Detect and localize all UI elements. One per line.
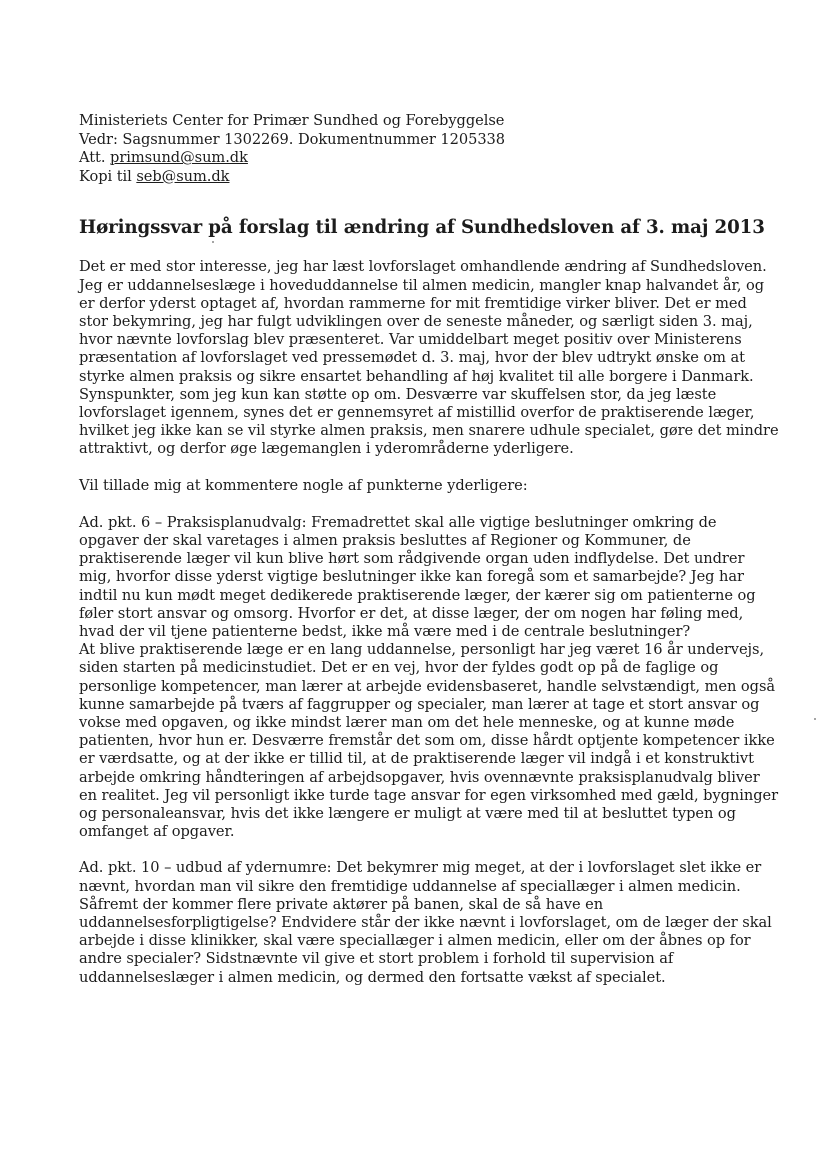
text-line: siden starten på medicinstudiet. Det er en vej, hvor der fyldes godt op på de faglige og (79, 659, 719, 677)
kopi-email-link[interactable]: seb@sum.dk (136, 167, 230, 185)
text-line: personlige kompetencer, man lærer at arbejde evidensbaseret, handle selvstændigt, men også (79, 677, 776, 695)
paragraph-intro (79, 258, 779, 458)
text-line: Vil tillade mig at kommentere nogle af punkterne yderligere: (79, 476, 528, 494)
text-line: uddannelsesforpligtigelse? Endvidere står der ikke nævnt i lovforslaget, om de læger der skal (79, 914, 772, 932)
text-line: nævnt, hvordan man vil sikre den fremtidige uddannelse af speciallæger i almen medicin. (79, 877, 741, 895)
text-line: kunne samarbejde på tværs af faggrupper og specialer, man lærer at tage et stort ansvar og (79, 695, 760, 713)
text-line: Det er med stor interesse, jeg har læst lovforslaget omhandlende ændring af Sundhedsloven. (79, 258, 767, 276)
text-line: hvad der vil tjene patienterne bedst, ikke må være med i de centrale beslutninger? (79, 623, 691, 641)
text-line: uddannelseslæger i almen medicin, og dermed den fortsatte vækst af specialet. (79, 968, 666, 986)
text-line: Jeg er uddannelseslæge i hoveduddannelse til almen medicin, mangler knap halvandet år, og (79, 276, 765, 294)
kopi-label: Kopi til (79, 167, 137, 185)
text-line: mig, hvorfor disse yderst vigtige beslutninger ikke kan foregå som et samarbejde? Jeg har (79, 568, 744, 586)
text-line: At blive praktiserende læge er en lang uddannelse, personligt har jeg været 16 år undervejs, (79, 641, 765, 659)
letter-page (79, 112, 779, 987)
text-line: lovforslaget igennem, synes det er gennemsyret af mistillid overfor de praktiserende læger, (79, 404, 755, 421)
text-line: er værdsatte, og at der ikke er tillid til, at de praktiserende læger vil indgå i et konstruktivt (79, 750, 754, 768)
text-line: føler stort ansvar og omsorg. Hvorfor er det, at disse læger, der om nogen har føling med, (79, 604, 744, 622)
text-line: styrke almen praksis og sikre ensartet behandling af høj kvalitet til alle borgere i Danmark. (79, 367, 754, 385)
text-line: vokse med opgaven, og ikke mindst lærer man om det hele menneske, og at kunne møde (79, 714, 735, 732)
scan-speck (814, 718, 816, 720)
text-line: er derfor yderst optaget af, hvordan rammerne for mit fremtidige virker bliver. Det er med (79, 294, 747, 312)
text-line: stor bekymring, jeg har fulgt udviklingen over de seneste måneder, og særligt siden 3. maj, (79, 312, 753, 330)
text-line: Synspunkter, som jeg kun kan støtte op om. Desværre var skuffelsen stor, da jeg læste (79, 385, 717, 403)
text-line: Såfremt der kommer flere private aktører på banen, skal de så have en (79, 895, 604, 913)
text-line: Ad. pkt. 10 – udbud af ydernumre: Det bekymrer mig meget, at der i lovforslaget slet ikke er (79, 859, 762, 877)
text-line: patienten, hvor hun er. Desværre fremstår det som om, disse hårdt optjente kompetencer ikke (79, 732, 775, 750)
recipient-line: Ministeriets Center for Primær Sundhed og Forebyggelse (79, 112, 505, 129)
text-line: andre specialer? Sidstnævnte vil give et stort problem i forhold til supervision af (79, 950, 674, 968)
text-line: og personaleansvar, hvis det ikke længere er muligt at være med til at besluttet typen og (79, 805, 736, 823)
document-title: Høringssvar på forslag til ændring af Sundhedsloven af 3. maj 2013 (79, 217, 765, 239)
text-line: arbejde omkring håndteringen af arbejdsopgaver, hvis ovennævnte praksisplanudvalg bliver (79, 768, 760, 786)
att-line (79, 149, 769, 168)
scan-speck (212, 241, 214, 243)
paragraph-list-intro (79, 477, 769, 495)
text-line: praktiserende læger vil kun blive hørt som rådgivende organ uden indflydelse. Det undrer (79, 550, 745, 568)
text-line: Ad. pkt. 6 – Praksisplanudvalg: Fremadrettet skal alle vigtige beslutninger omkring de (79, 513, 717, 531)
text-line: hvilket jeg ikke kan se vil styrke almen praksis, men snarere udhule specialet, gøre det mindre (79, 422, 779, 440)
kopi-line (79, 168, 769, 187)
text-line: attraktivt, og derfor øge lægemanglen i yderområderne yderligere. (79, 440, 574, 458)
paragraph-pkt-6 (79, 513, 779, 842)
text-line: omfanget af opgaver. (79, 823, 235, 841)
text-line: opgaver der skal varetages i almen praksis besluttes af Regioner og Kommuner, de (79, 532, 691, 550)
att-email-link[interactable]: primsund@sum.dk (110, 149, 248, 167)
text-line: indtil nu kun mødt meget dedikerede praktiserende læger, der kærer sig om patienterne og (79, 586, 756, 604)
att-label: Att. (79, 149, 111, 167)
letter-header (79, 112, 769, 186)
text-line: præsentation af lovforslaget ved pressemødet d. 3. maj, hvor der blev udtrykt ønske om at (79, 349, 746, 367)
text-line: en realitet. Jeg vil personligt ikke turde tage ansvar for egen virksomhed med gæld, bygninger (79, 786, 779, 804)
reference-line: Vedr: Sagsnummer 1302269. Dokumentnummer 1205338 (79, 130, 506, 148)
paragraph-pkt-10 (79, 859, 772, 986)
text-line: hvor nævnte lovforslag blev præsenteret. Var umiddelbart meget positiv over Ministerens (79, 331, 742, 349)
text-line: arbejde i disse klinikker, skal være speciallæger i almen medicin, eller om der åbnes op for (79, 932, 751, 950)
